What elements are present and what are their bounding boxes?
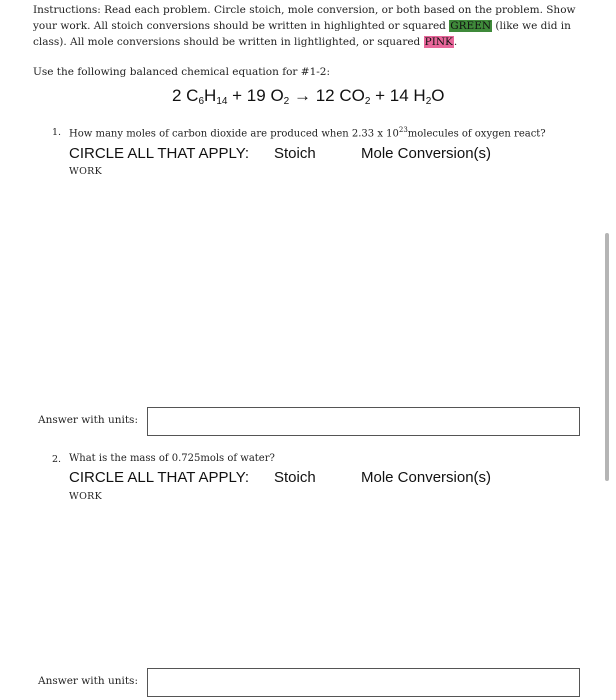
instructions-text-1: Instructions: Read each problem. Circle stoich, mole conversion, or both based on the problem. Show your work. All stoich conversions should be written in highlighted or squared [33, 4, 576, 32]
instructions-text-3: . [453, 36, 458, 48]
eq-term-4: + 14 H [370, 86, 426, 105]
chemical-equation [172, 86, 444, 106]
q1-exponent: 23 [398, 126, 408, 134]
green-highlight-word: GREEN [450, 20, 492, 32]
eq-h: H [204, 86, 217, 105]
q1-number: 1. [52, 127, 62, 138]
eq-sub-o2: 2 [283, 96, 290, 107]
eq-term-2: + 19 O [227, 86, 284, 105]
eq-term-3: 12 CO [315, 86, 365, 105]
q1-question [69, 126, 546, 139]
q2-circle-label: CIRCLE ALL THAT APPLY: [69, 469, 250, 486]
instructions-text-2: (like we did in class). All mole conversions should be written in lightlighted, or squared [33, 20, 571, 48]
reaction-arrow: → [289, 86, 316, 105]
eq-term-4-end: O [431, 86, 445, 105]
vertical-scrollbar[interactable] [605, 233, 609, 481]
q2-work-label: WORK [69, 491, 103, 502]
eq-sub-co2: 2 [364, 96, 371, 107]
q2-answer-box[interactable] [147, 668, 580, 697]
q2-option-stoich[interactable]: Stoich [274, 469, 316, 486]
q1-option-stoich[interactable]: Stoich [274, 145, 316, 162]
q2-question: What is the mass of 0.725mols of water? [69, 453, 275, 464]
q1-text-post: molecules of oxygen react? [407, 128, 546, 140]
q2-answer-label: Answer with units: [38, 675, 138, 687]
q1-answer-box[interactable] [147, 407, 580, 436]
q1-circle-label: CIRCLE ALL THAT APPLY: [69, 145, 250, 162]
q2-number: 2. [52, 454, 62, 465]
eq-sub-c: 6 [198, 96, 205, 107]
eq-term-1: 2 C [172, 86, 199, 105]
eq-sub-h: 14 [216, 96, 228, 107]
q1-answer-label: Answer with units: [38, 414, 138, 426]
instructions [33, 2, 593, 50]
pink-highlight-word: PINK [424, 36, 453, 48]
eq-sub-h2o: 2 [425, 96, 432, 107]
q1-work-label: WORK [69, 166, 103, 177]
equation-intro: Use the following balanced chemical equation for #1-2: [33, 66, 331, 78]
q1-text-pre: How many moles of carbon dioxide are produced when 2.33 x 10 [69, 128, 399, 140]
q1-option-mole-conversion[interactable]: Mole Conversion(s) [361, 145, 492, 162]
q2-option-mole-conversion[interactable]: Mole Conversion(s) [361, 469, 492, 486]
